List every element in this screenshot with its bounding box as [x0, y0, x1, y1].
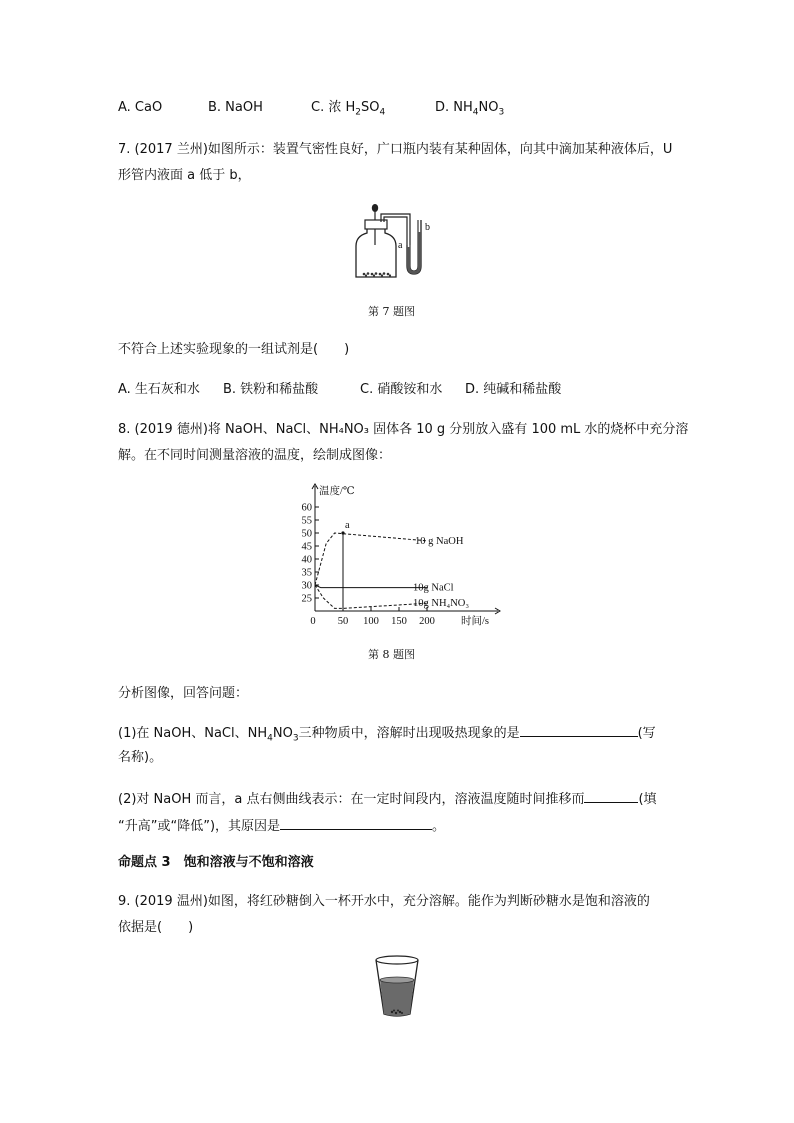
q8-sub2-answer-blank-2[interactable] — [280, 815, 432, 830]
q9-stem-line1: 9. (2019 温州)如图，将红砂糖倒入一杯开水中，充分溶解。能作为判断砂糖水是饱和溶液的 — [118, 894, 650, 909]
q8-sub1-line2: 名称)。 — [118, 750, 163, 765]
x-tick-label: 200 — [419, 616, 435, 627]
y-axis-label: 温度/℃ — [319, 486, 355, 497]
q7-option-a: A. 生石灰和水 — [118, 382, 200, 397]
q8-sub1-answer-blank[interactable] — [520, 722, 638, 737]
q7-stem-line1: 7. (2017 兰州)如图所示：装置气密性良好，广口瓶内装有某种固体，向其中滴加某种液体后，U — [118, 142, 673, 157]
q6-option-b: B. NaOH — [208, 100, 263, 115]
q7-option-d: D. 纯碱和稀盐酸 — [465, 382, 562, 397]
series-label-2: 10g NH₄NO₃ — [413, 598, 470, 610]
q8-sub2-line2: “升高”或“降低”)，其原因是 。 — [118, 815, 445, 837]
q6-option-d: D. $NH_4NO_3$ — [435, 100, 505, 118]
label-b: b — [425, 222, 430, 233]
y-tick-label: 50 — [301, 528, 312, 540]
series-label-1: 10g NaCl — [413, 582, 454, 594]
q8-sub1-line1: (1)在 NaOH、NaCl、$NH_4NO_3$三种物质中，溶解时出现吸热现象的是 (写 — [118, 722, 656, 749]
x-tick-label: 100 — [363, 616, 379, 627]
series-line-1 — [315, 585, 427, 588]
x-axis-label: 时间/s — [461, 616, 490, 627]
u-tube-liquid — [407, 232, 421, 274]
point-a-label: a — [345, 520, 350, 531]
dropper-bulb — [372, 204, 378, 212]
point-a-marker — [341, 531, 344, 534]
q8-figure-caption: 第 8 题图 — [368, 648, 415, 661]
series-label-0: 10 g NaOH — [415, 535, 464, 547]
x-tick-label: 150 — [391, 616, 407, 627]
series-line-0 — [315, 533, 427, 585]
q6-options — [118, 98, 678, 118]
q6-option-a: A. CaO — [118, 100, 163, 115]
y-tick-label: 40 — [301, 554, 312, 566]
y-tick-label: 55 — [301, 515, 312, 527]
q8-temperature-chart — [285, 478, 515, 628]
q7-option-c: C. 硝酸铵和水 — [360, 382, 443, 397]
q8-stem-line2: 解。在不同时间测量溶液的温度，绘制成图像： — [118, 448, 392, 463]
y-tick-label: 25 — [301, 593, 312, 605]
q7-question: 不符合上述实验现象的一组试剂是( ) — [118, 342, 350, 357]
q9-sugar-water-cup-figure — [372, 952, 422, 1020]
q6-option-c: C. 浓 $H_2SO_4$ — [311, 100, 386, 118]
series-line-2 — [315, 585, 427, 608]
q7-options — [118, 380, 678, 400]
label-a: a — [398, 240, 403, 251]
x-tick-label: 50 — [337, 616, 349, 627]
q8-analysis-prompt: 分析图像，回答问题： — [118, 686, 249, 701]
y-tick-label: 45 — [301, 541, 312, 553]
section-heading: 命题点 3 饱和溶液与不饱和溶液 — [118, 855, 314, 870]
y-tick-label: 35 — [301, 567, 312, 579]
solid-particles — [363, 272, 391, 276]
y-tick-label: 60 — [301, 502, 312, 514]
sugar-water — [380, 980, 414, 1016]
q8-stem-line1: 8. (2019 德州)将 NaOH、NaCl、NH₄NO₃ 固体各 10 g 分别放入盛有 100 mL 水的烧杯中充分溶 — [118, 422, 689, 437]
wide-mouth-bottle — [356, 229, 396, 277]
q7-figure-caption: 第 7 题图 — [368, 305, 415, 318]
q7-stem-line2: 形管内液面 a 低于 b， — [118, 168, 251, 183]
q7-option-b: B. 铁粉和稀盐酸 — [223, 382, 319, 397]
q8-sub2-answer-blank-1[interactable] — [584, 788, 638, 803]
x-tick-label: 0 — [310, 616, 316, 627]
q8-sub2-line1: (2)对 NaOH 而言，a 点右侧曲线表示：在一定时间段内，溶液温度随时间推移而 (填 — [118, 788, 657, 810]
q9-stem-line2: 依据是( ) — [118, 920, 194, 935]
y-tick-label: 30 — [301, 580, 312, 592]
q7-apparatus-figure — [348, 200, 448, 285]
